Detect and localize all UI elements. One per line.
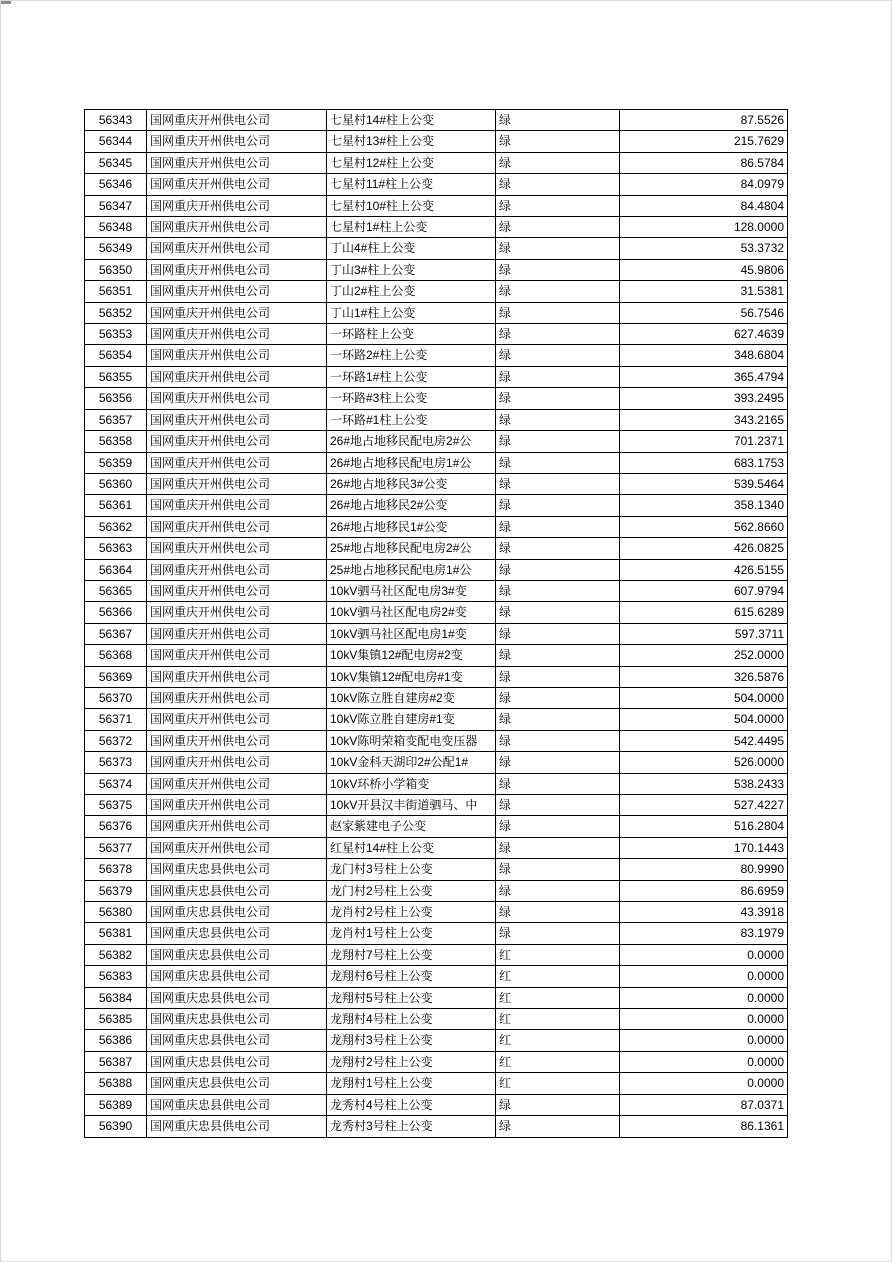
cell-id[interactable]: 56345 [85, 152, 147, 173]
cell-id[interactable]: 56370 [85, 687, 147, 708]
cell-company[interactable]: 国网重庆忠县供电公司 [147, 1051, 327, 1072]
cell-company[interactable]: 国网重庆开州供电公司 [147, 538, 327, 559]
cell-status[interactable]: 绿 [496, 623, 620, 644]
cell-value[interactable]: 87.0371 [620, 1094, 788, 1115]
cell-status[interactable]: 绿 [496, 1094, 620, 1115]
table-row [85, 516, 788, 537]
cell-id[interactable]: 56377 [85, 837, 147, 858]
cell-company[interactable]: 国网重庆忠县供电公司 [147, 902, 327, 923]
table-row [85, 687, 788, 708]
cell-status[interactable]: 绿 [496, 345, 620, 366]
cell-device-name[interactable]: 26#地占地移民配电房2#公 [327, 431, 496, 452]
table-row [85, 345, 788, 366]
cell-value[interactable]: 504.0000 [620, 709, 788, 730]
table-row [85, 131, 788, 152]
table-row [85, 816, 788, 837]
cell-id[interactable]: 56374 [85, 773, 147, 794]
cell-value[interactable]: 170.1443 [620, 837, 788, 858]
cell-device-name[interactable]: 龙翔村1号柱上公变 [327, 1073, 496, 1094]
cell-value[interactable]: 393.2495 [620, 388, 788, 409]
cell-status[interactable]: 绿 [496, 174, 620, 195]
cell-value[interactable]: 86.6959 [620, 880, 788, 901]
cell-status[interactable]: 红 [496, 1073, 620, 1094]
cell-status[interactable]: 绿 [496, 687, 620, 708]
cell-device-name[interactable]: 龙门村2号柱上公变 [327, 880, 496, 901]
cell-value[interactable]: 86.5784 [620, 152, 788, 173]
cell-value[interactable]: 504.0000 [620, 687, 788, 708]
cell-company[interactable]: 国网重庆开州供电公司 [147, 238, 327, 259]
table-row [85, 773, 788, 794]
cell-company[interactable]: 国网重庆开州供电公司 [147, 259, 327, 280]
cell-device-name[interactable]: 一环路#3柱上公变 [327, 388, 496, 409]
cell-status[interactable]: 绿 [496, 152, 620, 173]
cell-device-name[interactable]: 10kV陈立胜自建房#2变 [327, 687, 496, 708]
cell-company[interactable]: 国网重庆忠县供电公司 [147, 923, 327, 944]
cell-status[interactable]: 绿 [496, 452, 620, 473]
cell-value[interactable]: 31.5381 [620, 281, 788, 302]
cell-id[interactable]: 56382 [85, 944, 147, 965]
cell-company[interactable]: 国网重庆开州供电公司 [147, 110, 327, 131]
cell-id[interactable]: 56352 [85, 302, 147, 323]
table-row [85, 666, 788, 687]
cell-value[interactable]: 86.1361 [620, 1116, 788, 1137]
table-row [85, 431, 788, 452]
cell-value[interactable]: 43.3918 [620, 902, 788, 923]
table-row [85, 602, 788, 623]
cell-company[interactable]: 国网重庆开州供电公司 [147, 602, 327, 623]
table-row [85, 174, 788, 195]
cell-value[interactable]: 365.4794 [620, 366, 788, 387]
cell-id[interactable]: 56361 [85, 495, 147, 516]
cell-status[interactable]: 绿 [496, 709, 620, 730]
cell-company[interactable]: 国网重庆忠县供电公司 [147, 1116, 327, 1137]
cell-device-name[interactable]: 龙秀村4号柱上公变 [327, 1094, 496, 1115]
table-row [85, 709, 788, 730]
cell-value[interactable]: 358.1340 [620, 495, 788, 516]
table-row [85, 944, 788, 965]
cell-status[interactable]: 绿 [496, 388, 620, 409]
cell-status[interactable]: 红 [496, 944, 620, 965]
cell-id[interactable]: 56379 [85, 880, 147, 901]
cell-id[interactable]: 56365 [85, 580, 147, 601]
table-row [85, 752, 788, 773]
cell-status[interactable]: 红 [496, 1030, 620, 1051]
cell-device-name[interactable]: 龙肖村2号柱上公变 [327, 902, 496, 923]
cell-status[interactable]: 绿 [496, 752, 620, 773]
cell-value[interactable]: 426.0825 [620, 538, 788, 559]
table-row [85, 859, 788, 880]
table-row [85, 1051, 788, 1072]
cell-status[interactable]: 绿 [496, 431, 620, 452]
cell-company[interactable]: 国网重庆忠县供电公司 [147, 944, 327, 965]
table-row [85, 388, 788, 409]
cell-device-name[interactable]: 26#地占地移民配电房1#公 [327, 452, 496, 473]
cell-company[interactable]: 国网重庆忠县供电公司 [147, 1009, 327, 1030]
cell-status[interactable]: 绿 [496, 110, 620, 131]
table-row [85, 623, 788, 644]
cell-id[interactable]: 56360 [85, 473, 147, 494]
cell-id[interactable]: 56343 [85, 110, 147, 131]
cell-status[interactable]: 绿 [496, 923, 620, 944]
cell-company[interactable]: 国网重庆开州供电公司 [147, 816, 327, 837]
cell-value[interactable]: 0.0000 [620, 1009, 788, 1030]
cell-device-name[interactable]: 七星村13#柱上公变 [327, 131, 496, 152]
cell-status[interactable]: 红 [496, 1051, 620, 1072]
cell-company[interactable]: 国网重庆开州供电公司 [147, 302, 327, 323]
cell-company[interactable]: 国网重庆开州供电公司 [147, 366, 327, 387]
cell-id[interactable]: 56353 [85, 324, 147, 345]
cell-value[interactable]: 0.0000 [620, 966, 788, 987]
cell-value[interactable]: 326.5876 [620, 666, 788, 687]
cell-value[interactable]: 562.8660 [620, 516, 788, 537]
cell-value[interactable]: 542.4495 [620, 730, 788, 751]
table-row [85, 495, 788, 516]
cell-status[interactable]: 绿 [496, 773, 620, 794]
cell-device-name[interactable]: 龙门村3号柱上公变 [327, 859, 496, 880]
cell-status[interactable]: 绿 [496, 495, 620, 516]
cell-company[interactable]: 国网重庆开州供电公司 [147, 795, 327, 816]
cell-device-name[interactable]: 一环路#1柱上公变 [327, 409, 496, 430]
cell-device-name[interactable]: 10kV陈明荣箱变配电变压器 [327, 730, 496, 751]
cell-device-name[interactable]: 25#地占地移民配电房2#公 [327, 538, 496, 559]
cell-device-name[interactable]: 10kV集镇12#配电房#2变 [327, 645, 496, 666]
cell-company[interactable]: 国网重庆忠县供电公司 [147, 987, 327, 1008]
cell-company[interactable]: 国网重庆开州供电公司 [147, 666, 327, 687]
cell-device-name[interactable]: 龙翔村5号柱上公变 [327, 987, 496, 1008]
cell-company[interactable]: 国网重庆开州供电公司 [147, 580, 327, 601]
cell-status[interactable]: 绿 [496, 217, 620, 238]
table-row [85, 730, 788, 751]
cell-id[interactable]: 56386 [85, 1030, 147, 1051]
cell-id[interactable]: 56375 [85, 795, 147, 816]
cell-value[interactable]: 252.0000 [620, 645, 788, 666]
cell-status[interactable]: 绿 [496, 837, 620, 858]
table-row [85, 923, 788, 944]
cell-company[interactable]: 国网重庆忠县供电公司 [147, 966, 327, 987]
cell-status[interactable]: 绿 [496, 880, 620, 901]
cell-device-name[interactable]: 26#地占地移民1#公变 [327, 516, 496, 537]
cell-value[interactable]: 527.4227 [620, 795, 788, 816]
cell-company[interactable]: 国网重庆开州供电公司 [147, 152, 327, 173]
cell-id[interactable]: 56359 [85, 452, 147, 473]
table-row [85, 324, 788, 345]
cell-status[interactable]: 绿 [496, 516, 620, 537]
table-row [85, 366, 788, 387]
cell-id[interactable]: 56369 [85, 666, 147, 687]
cell-device-name[interactable]: 丁山1#柱上公变 [327, 302, 496, 323]
cell-value[interactable]: 56.7546 [620, 302, 788, 323]
cell-status[interactable]: 绿 [496, 602, 620, 623]
cell-company[interactable]: 国网重庆忠县供电公司 [147, 1073, 327, 1094]
cell-status[interactable]: 绿 [496, 409, 620, 430]
cell-id[interactable]: 56384 [85, 987, 147, 1008]
cell-value[interactable]: 45.9806 [620, 259, 788, 280]
cell-value[interactable]: 516.2804 [620, 816, 788, 837]
table-row [85, 1030, 788, 1051]
table-row [85, 645, 788, 666]
cell-id[interactable]: 56354 [85, 345, 147, 366]
cell-device-name[interactable]: 一环路1#柱上公变 [327, 366, 496, 387]
cell-device-name[interactable]: 龙翔村7号柱上公变 [327, 944, 496, 965]
cell-device-name[interactable]: 七星村12#柱上公变 [327, 152, 496, 173]
cell-value[interactable]: 343.2165 [620, 409, 788, 430]
cell-device-name[interactable]: 丁山3#柱上公变 [327, 259, 496, 280]
cell-id[interactable]: 56372 [85, 730, 147, 751]
cell-id[interactable]: 56350 [85, 259, 147, 280]
table-row [85, 1094, 788, 1115]
cell-device-name[interactable]: 七星村14#柱上公变 [327, 110, 496, 131]
cell-device-name[interactable]: 赵家紫建电子公变 [327, 816, 496, 837]
cell-device-name[interactable]: 10kV集镇12#配电房#1变 [327, 666, 496, 687]
cell-company[interactable]: 国网重庆开州供电公司 [147, 730, 327, 751]
cell-company[interactable]: 国网重庆开州供电公司 [147, 709, 327, 730]
cell-value[interactable]: 80.9990 [620, 859, 788, 880]
table-row [85, 452, 788, 473]
cell-status[interactable]: 绿 [496, 730, 620, 751]
cell-device-name[interactable]: 10kV开县汉丰街道驷马、中 [327, 795, 496, 816]
cell-status[interactable]: 绿 [496, 538, 620, 559]
cell-value[interactable]: 87.5526 [620, 110, 788, 131]
cell-device-name[interactable]: 26#地占地移民2#公变 [327, 495, 496, 516]
cell-status[interactable]: 绿 [496, 473, 620, 494]
cell-status[interactable]: 绿 [496, 666, 620, 687]
cell-device-name[interactable]: 七星村11#柱上公变 [327, 174, 496, 195]
table-row [85, 409, 788, 430]
cell-company[interactable]: 国网重庆开州供电公司 [147, 345, 327, 366]
cell-device-name[interactable]: 龙翔村6号柱上公变 [327, 966, 496, 987]
cell-device-name[interactable]: 丁山4#柱上公变 [327, 238, 496, 259]
cell-value[interactable]: 597.3711 [620, 623, 788, 644]
table-row [85, 217, 788, 238]
cell-value[interactable]: 538.2433 [620, 773, 788, 794]
cell-id[interactable]: 56351 [85, 281, 147, 302]
cell-id[interactable]: 56347 [85, 195, 147, 216]
cell-company[interactable]: 国网重庆开州供电公司 [147, 645, 327, 666]
cell-id[interactable]: 56368 [85, 645, 147, 666]
table-row [85, 281, 788, 302]
cell-device-name[interactable]: 龙翔村4号柱上公变 [327, 1009, 496, 1030]
cell-company[interactable]: 国网重庆开州供电公司 [147, 752, 327, 773]
cell-id[interactable]: 56349 [85, 238, 147, 259]
cell-id[interactable]: 56371 [85, 709, 147, 730]
table-row [85, 559, 788, 580]
cell-value[interactable]: 53.3732 [620, 238, 788, 259]
cell-id[interactable]: 56367 [85, 623, 147, 644]
cell-id[interactable]: 56385 [85, 1009, 147, 1030]
cell-device-name[interactable]: 七星村1#柱上公变 [327, 217, 496, 238]
cell-id[interactable]: 56378 [85, 859, 147, 880]
cell-value[interactable]: 0.0000 [620, 1073, 788, 1094]
cell-id[interactable]: 56348 [85, 217, 147, 238]
cell-company[interactable]: 国网重庆开州供电公司 [147, 174, 327, 195]
cell-company[interactable]: 国网重庆开州供电公司 [147, 837, 327, 858]
cell-company[interactable]: 国网重庆忠县供电公司 [147, 859, 327, 880]
cell-device-name[interactable]: 红星村14#柱上公变 [327, 837, 496, 858]
cell-value[interactable]: 0.0000 [620, 1030, 788, 1051]
cell-id[interactable]: 56346 [85, 174, 147, 195]
table-row [85, 966, 788, 987]
cell-device-name[interactable]: 10kV驷马社区配电房1#变 [327, 623, 496, 644]
table-row [85, 1073, 788, 1094]
cell-id[interactable]: 56357 [85, 409, 147, 430]
table-row [85, 1009, 788, 1030]
cell-device-name[interactable]: 一环路柱上公变 [327, 324, 496, 345]
cell-device-name[interactable]: 10kV驷马社区配电房2#变 [327, 602, 496, 623]
cell-status[interactable]: 绿 [496, 1116, 620, 1137]
cell-device-name[interactable]: 丁山2#柱上公变 [327, 281, 496, 302]
cell-status[interactable]: 绿 [496, 131, 620, 152]
cell-status[interactable]: 绿 [496, 645, 620, 666]
cell-value[interactable]: 348.6804 [620, 345, 788, 366]
cell-company[interactable]: 国网重庆开州供电公司 [147, 217, 327, 238]
data-table [84, 109, 788, 1138]
cell-value[interactable]: 0.0000 [620, 987, 788, 1008]
cell-value[interactable]: 215.7629 [620, 131, 788, 152]
cell-id[interactable]: 56383 [85, 966, 147, 987]
cell-id[interactable]: 56356 [85, 388, 147, 409]
cell-status[interactable]: 绿 [496, 580, 620, 601]
cell-status[interactable]: 红 [496, 1009, 620, 1030]
cell-device-name[interactable]: 龙翔村3号柱上公变 [327, 1030, 496, 1051]
cell-company[interactable]: 国网重庆忠县供电公司 [147, 880, 327, 901]
cell-id[interactable]: 56364 [85, 559, 147, 580]
cell-company[interactable]: 国网重庆开州供电公司 [147, 516, 327, 537]
table-row [85, 302, 788, 323]
cell-value[interactable]: 426.5155 [620, 559, 788, 580]
cell-id[interactable]: 56376 [85, 816, 147, 837]
cell-id[interactable]: 56373 [85, 752, 147, 773]
cell-status[interactable]: 绿 [496, 902, 620, 923]
cell-device-name[interactable]: 龙秀村3号柱上公变 [327, 1116, 496, 1137]
table-row [85, 259, 788, 280]
cell-status[interactable]: 绿 [496, 238, 620, 259]
cell-status[interactable]: 绿 [496, 816, 620, 837]
table-row [85, 195, 788, 216]
cell-value[interactable]: 526.0000 [620, 752, 788, 773]
cell-status[interactable]: 绿 [496, 281, 620, 302]
cell-device-name[interactable]: 七星村10#柱上公变 [327, 195, 496, 216]
cell-device-name[interactable]: 一环路2#柱上公变 [327, 345, 496, 366]
cell-id[interactable]: 56355 [85, 366, 147, 387]
cell-value[interactable]: 615.6289 [620, 602, 788, 623]
cell-device-name[interactable]: 26#地占地移民3#公变 [327, 473, 496, 494]
cell-status[interactable]: 绿 [496, 366, 620, 387]
cell-status[interactable]: 绿 [496, 259, 620, 280]
cell-id[interactable]: 56358 [85, 431, 147, 452]
cell-device-name[interactable]: 10kV环桥小学箱变 [327, 773, 496, 794]
table-row [85, 110, 788, 131]
cell-value[interactable]: 683.1753 [620, 452, 788, 473]
cell-company[interactable]: 国网重庆开州供电公司 [147, 131, 327, 152]
table-row [85, 538, 788, 559]
table-row [85, 837, 788, 858]
cell-value[interactable]: 83.1979 [620, 923, 788, 944]
cell-status[interactable]: 绿 [496, 795, 620, 816]
table-body [85, 110, 788, 1138]
cell-status[interactable]: 红 [496, 987, 620, 1008]
cell-id[interactable]: 56363 [85, 538, 147, 559]
cell-id[interactable]: 56344 [85, 131, 147, 152]
cell-status[interactable]: 绿 [496, 195, 620, 216]
cell-device-name[interactable]: 25#地占地移民配电房1#公 [327, 559, 496, 580]
table-row [85, 580, 788, 601]
cell-company[interactable]: 国网重庆开州供电公司 [147, 195, 327, 216]
cell-company[interactable]: 国网重庆开州供电公司 [147, 388, 327, 409]
cell-status[interactable]: 绿 [496, 302, 620, 323]
cell-status[interactable]: 红 [496, 966, 620, 987]
table-row [85, 473, 788, 494]
cell-company[interactable]: 国网重庆开州供电公司 [147, 623, 327, 644]
cell-id[interactable]: 56388 [85, 1073, 147, 1094]
cell-id[interactable]: 56389 [85, 1094, 147, 1115]
cell-status[interactable]: 绿 [496, 859, 620, 880]
cell-value[interactable]: 627.4639 [620, 324, 788, 345]
cell-device-name[interactable]: 龙肖村1号柱上公变 [327, 923, 496, 944]
cell-company[interactable]: 国网重庆开州供电公司 [147, 687, 327, 708]
cell-id[interactable]: 56380 [85, 902, 147, 923]
table-row [85, 1116, 788, 1137]
cell-status[interactable]: 绿 [496, 324, 620, 345]
cell-company[interactable]: 国网重庆开州供电公司 [147, 281, 327, 302]
cell-value[interactable]: 607.9794 [620, 580, 788, 601]
cell-device-name[interactable]: 10kV金科天湖印2#公配1# [327, 752, 496, 773]
cell-device-name[interactable]: 龙翔村2号柱上公变 [327, 1051, 496, 1072]
cell-value[interactable]: 128.0000 [620, 217, 788, 238]
cell-device-name[interactable]: 10kV陈立胜自建房#1变 [327, 709, 496, 730]
cell-id[interactable]: 56390 [85, 1116, 147, 1137]
page-corner-mark [1, 1, 11, 4]
cell-company[interactable]: 国网重庆开州供电公司 [147, 409, 327, 430]
cell-company[interactable]: 国网重庆开州供电公司 [147, 431, 327, 452]
cell-company[interactable]: 国网重庆开州供电公司 [147, 559, 327, 580]
cell-device-name[interactable]: 10kV驷马社区配电房3#变 [327, 580, 496, 601]
cell-id[interactable]: 56387 [85, 1051, 147, 1072]
cell-company[interactable]: 国网重庆忠县供电公司 [147, 1094, 327, 1115]
cell-company[interactable]: 国网重庆开州供电公司 [147, 495, 327, 516]
cell-value[interactable]: 0.0000 [620, 944, 788, 965]
table-row [85, 795, 788, 816]
table-row [85, 880, 788, 901]
cell-company[interactable]: 国网重庆开州供电公司 [147, 773, 327, 794]
cell-company[interactable]: 国网重庆开州供电公司 [147, 324, 327, 345]
cell-value[interactable]: 0.0000 [620, 1051, 788, 1072]
cell-company[interactable]: 国网重庆忠县供电公司 [147, 1030, 327, 1051]
cell-company[interactable]: 国网重庆开州供电公司 [147, 473, 327, 494]
cell-value[interactable]: 84.4804 [620, 195, 788, 216]
cell-id[interactable]: 56362 [85, 516, 147, 537]
cell-company[interactable]: 国网重庆开州供电公司 [147, 452, 327, 473]
table-row [85, 902, 788, 923]
cell-id[interactable]: 56381 [85, 923, 147, 944]
table-row [85, 987, 788, 1008]
cell-value[interactable]: 539.5464 [620, 473, 788, 494]
table-row [85, 238, 788, 259]
table-row [85, 152, 788, 173]
cell-status[interactable]: 绿 [496, 559, 620, 580]
cell-id[interactable]: 56366 [85, 602, 147, 623]
cell-value[interactable]: 701.2371 [620, 431, 788, 452]
cell-value[interactable]: 84.0979 [620, 174, 788, 195]
